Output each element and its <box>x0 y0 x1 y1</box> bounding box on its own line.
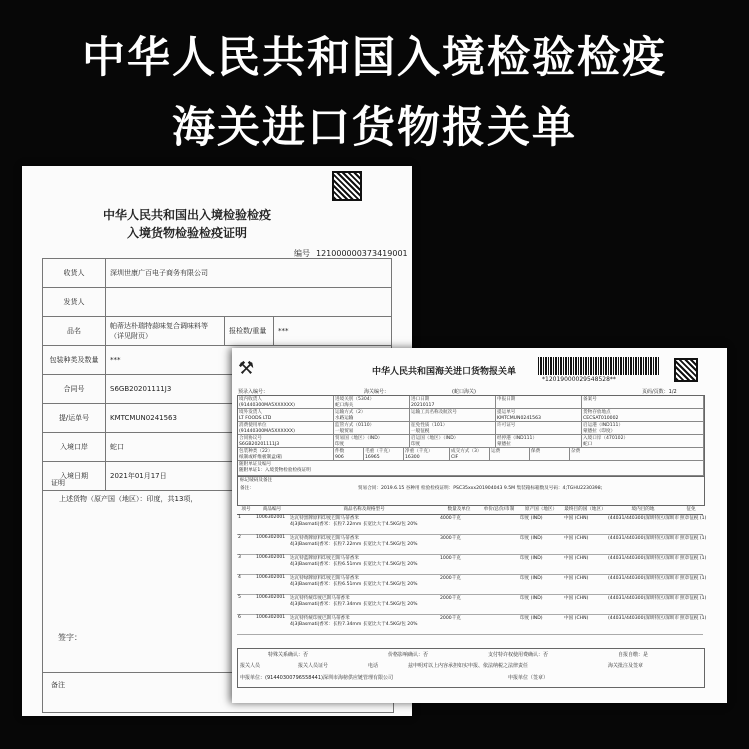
certificate-number: 编号 121000000373419001 <box>294 249 408 258</box>
goods-cell: 印度 (IND) <box>519 595 563 615</box>
declaration-field <box>450 448 490 461</box>
goods-cell: 照章征税 (1) <box>679 615 703 635</box>
goods-cell <box>479 615 519 635</box>
goods-cell: (44031/440300)深圳特区/深圳市 <box>607 535 679 555</box>
field-label: 毛重（千克） <box>365 449 393 454</box>
field-label: 境内收货人 <box>239 397 262 402</box>
customs-no-label: 海关编号： <box>364 389 390 395</box>
goods-cell: 2000千克 <box>439 575 479 595</box>
field-value: 蛇口海关 <box>335 402 354 408</box>
row-value: 蛇口 <box>106 433 392 462</box>
goods-cell: 中国 (CHN) <box>563 535 607 555</box>
row-value-2: *** <box>274 317 392 346</box>
row-value: S6GB20201111J3 <box>106 375 392 404</box>
goods-cell: 1006302001 <box>255 555 289 575</box>
goods-header: 原产国（地区） <box>519 506 563 515</box>
row-label: 合同号 <box>43 375 106 404</box>
declaration-field <box>404 448 450 461</box>
goods-cell: 达瓦特传统印度巴斯马蒂香米 4|3|Basmati|香米：长粒7.34mm 长宽比大于4.5KG/包 20% <box>289 595 439 615</box>
declaration-field <box>530 448 570 461</box>
port-value: (蛇口海关) <box>452 389 476 395</box>
field-value: CIF <box>451 454 459 460</box>
goods-cell: (44031/440300)深圳特区/深圳市 <box>607 615 679 635</box>
goods-header: 境内目的地 <box>607 506 679 515</box>
field-label: 备案号 <box>583 397 597 402</box>
field-value: 一般贸易 <box>335 428 354 434</box>
row-value <box>106 288 392 317</box>
row-label: 收货人 <box>43 259 106 288</box>
goods-cell: 3 <box>237 555 255 575</box>
marks-label: 标记唛码及备注 <box>240 478 273 483</box>
field-value: 906 <box>335 454 344 460</box>
field-label: 货物存放地点 <box>583 410 611 415</box>
goods-cell: (44031/440300)深圳特区/深圳市 <box>607 555 679 575</box>
barcode-number: *12019000029548528** <box>542 376 616 383</box>
row-label: 发货人 <box>43 288 106 317</box>
field-label: 贸易国（地区）（IND） <box>335 436 383 441</box>
field-label: 运费 <box>491 449 501 454</box>
preentry-label: 预录入编号： <box>238 389 269 395</box>
headline-line2: 海关进口货物报关单 <box>172 103 577 153</box>
field-label: 保费 <box>531 449 541 454</box>
declaration-field <box>334 409 410 422</box>
goods-cell: 照章征税 (1) <box>679 515 703 535</box>
goods-cell: 1006302001 <box>255 515 289 535</box>
proof-text: 上述货物（原产国（地区）：印度，共13项， <box>59 495 198 503</box>
declaration-field <box>410 422 496 435</box>
goods-cell: 印度 (IND) <box>519 535 563 555</box>
goods-cell: 1006302001 <box>255 535 289 555</box>
goods-cell: 2000千克 <box>439 595 479 615</box>
barcode-icon <box>538 357 660 375</box>
declaration-field <box>496 422 582 435</box>
goods-cell <box>479 535 519 555</box>
field-value: LT FOODS LTD <box>239 415 272 421</box>
field-label: 运输方式（2） <box>335 410 366 415</box>
field-value: 印度 <box>335 441 345 447</box>
field-label: 进口日期 <box>411 397 430 402</box>
customs-remark-label: 海关批注及签章 <box>608 663 644 669</box>
declare-seal-label: 申报单位（签章） <box>508 675 549 681</box>
field-label: 进境关别（5304） <box>335 397 375 402</box>
goods-cell: 达瓦特绿牌原料印度巴斯马蒂香米 4|3|Basmati|香米：长粒6.51mm 长宽比大于4.5KG/包 20% <box>289 575 439 595</box>
certificate-title-1: 中华人民共和国出入境检验检疫 <box>102 208 271 222</box>
customs-declaration <box>232 348 727 703</box>
declaration-field <box>238 422 334 435</box>
goods-row <box>237 535 703 555</box>
field-label: 净重（千克） <box>405 449 433 454</box>
field-value: CECSAT010002 <box>583 415 619 421</box>
goods-cell: 4 <box>237 575 255 595</box>
declaration-title: 中华人民共和国海关进口货物报关单 <box>372 367 517 377</box>
field-value: 16300 <box>405 454 420 460</box>
goods-header: 数量及单位 <box>439 506 479 515</box>
declaration-field <box>334 422 410 435</box>
field-value: 20210117 <box>411 402 435 408</box>
row-label-2: 报检数/重量 <box>225 317 274 346</box>
goods-cell: 照章征税 (1) <box>679 535 703 555</box>
field-value: 蒙德拉 <box>497 441 511 447</box>
field-value: S6GB20201111J3 <box>239 441 280 447</box>
field-label: 经停港（IND111） <box>497 436 538 441</box>
row-label: 品名 <box>43 317 106 346</box>
remark-text: 贸易合同：2019.6.15 谷种用 检验检疫证明：PSC35xxx201904043 9.5M 集装箱标箱数及号码：4;TGHU2230398; <box>358 486 603 491</box>
page-label: 页码/页数：1/2 <box>642 389 677 395</box>
goods-header: 商品编号 <box>255 506 289 515</box>
field-label: 运输工具名称及航次号 <box>411 410 457 415</box>
declare-unit: 申报单位：(91440300796558441)深圳市海榜供应链管理有限公司 <box>240 675 393 681</box>
field-label: 启运港（IND111） <box>583 423 624 428</box>
declaration-field <box>496 435 582 448</box>
goods-cell: 2000千克 <box>439 615 479 635</box>
declaration-field <box>410 409 496 422</box>
field-label: 消费使用单位 <box>239 423 267 428</box>
declaration-field <box>238 396 334 409</box>
declaration-field <box>334 435 410 448</box>
confirm-self: 自报自缴：是 <box>618 652 649 658</box>
field-label: 征免性质（101） <box>411 423 448 428</box>
declaration-grid <box>237 395 705 477</box>
confirm-royalty: 支付特许权使用费确认：否 <box>488 652 549 658</box>
goods-row <box>237 615 703 635</box>
row-value: KMTCMUN0241563 <box>106 404 392 433</box>
goods-cell: 5 <box>237 595 255 615</box>
field-label: 件数 <box>335 449 345 454</box>
row-value: 2021年01月17日 <box>106 462 392 491</box>
field-value: 16965 <box>365 454 380 460</box>
goods-cell: 达瓦特黄牌原料印度巴斯马蒂香米 4|3|Basmati|香米：长粒7.22mm 长宽比大于4.5KG/包 20% <box>289 535 439 555</box>
declaration-field <box>364 448 404 461</box>
row-label: 提/运单号 <box>43 404 106 433</box>
field-label: 提运单号 <box>497 410 516 415</box>
docs-field <box>238 461 704 476</box>
goods-cell: 6 <box>237 615 255 635</box>
goods-cell: 达瓦特黑牌原料印度巴斯马蒂香米 4|3|Basmati|香米：长粒7.22mm 长宽比大于4.5KG/包 20% <box>289 515 439 535</box>
customs-emblem-icon: ⚒ <box>238 358 255 379</box>
declaration-field <box>582 435 704 448</box>
goods-cell <box>479 515 519 535</box>
field-value: (91440300MA5XXXXXX) <box>239 428 295 434</box>
field-value: (91440300MA5XXXXXX) <box>239 402 295 408</box>
remark-prefix: 备注： <box>240 486 254 491</box>
declaration-field <box>582 422 704 435</box>
goods-cell <box>479 595 519 615</box>
goods-cell: 1006302001 <box>255 575 289 595</box>
goods-cell: (44031/440300)深圳特区/深圳市 <box>607 595 679 615</box>
declaration-field <box>334 396 410 409</box>
goods-cell: 1006302001 <box>255 595 289 615</box>
declaration-field <box>238 409 334 422</box>
docs-label: 随附单证及编号 <box>239 462 272 467</box>
goods-cell: 照章征税 (1) <box>679 555 703 575</box>
statement: 兹申明对以上内容承担如实申报、依法纳税之法律责任 <box>408 663 529 669</box>
goods-cell: 1006302001 <box>255 615 289 635</box>
goods-cell: 1 <box>237 515 255 535</box>
row-value: 深圳世康广百电子商务有限公司 <box>106 259 392 288</box>
sign-label: 签字： <box>58 633 82 642</box>
field-label: 入境口岸（470102） <box>583 436 629 441</box>
goods-row <box>237 595 703 615</box>
goods-cell: 3000千克 <box>439 535 479 555</box>
goods-cell <box>479 555 519 575</box>
declarant-label: 报关人员 <box>240 663 261 669</box>
field-label: 启运国（地区）（IND） <box>411 436 459 441</box>
row-value: *** <box>106 346 392 375</box>
goods-header: 征免 <box>679 506 703 515</box>
goods-header: 最终目的国（地区） <box>563 506 607 515</box>
goods-cell: 中国 (CHN) <box>563 615 607 635</box>
field-value: 水路运输 <box>335 415 354 421</box>
declaration-field <box>582 409 704 422</box>
field-label: 境外发货人 <box>239 410 262 415</box>
goods-cell: 4000千克 <box>439 515 479 535</box>
goods-row <box>237 515 703 535</box>
field-value: 印度 <box>411 441 421 447</box>
field-label: 申报日期 <box>497 397 516 402</box>
goods-row <box>237 555 703 575</box>
declaration-field <box>334 448 364 461</box>
field-label: 合同协议号 <box>239 436 262 441</box>
declaration-field <box>582 396 704 409</box>
goods-cell: 中国 (CHN) <box>563 515 607 535</box>
certificate-title-2: 入境货物检验检疫证明 <box>126 226 247 240</box>
row-label: 入境日期 <box>43 462 106 491</box>
goods-cell <box>479 575 519 595</box>
goods-cell: 1000千克 <box>439 555 479 575</box>
declaration-field <box>496 396 582 409</box>
field-value: 蒙德拉（印度） <box>583 428 616 434</box>
declaration-field <box>570 448 704 461</box>
confirm-price: 价格影响确认：否 <box>388 652 429 658</box>
qr-code-icon <box>674 358 698 382</box>
field-label: 成交方式（3） <box>451 449 482 454</box>
goods-header: 项号 <box>237 506 255 515</box>
goods-cell: 印度 (IND) <box>519 575 563 595</box>
goods-cell: 照章征税 (1) <box>679 595 703 615</box>
goods-cell: 中国 (CHN) <box>563 555 607 575</box>
declaration-field <box>490 448 530 461</box>
goods-header: 商品名称及规格型号 <box>289 506 439 515</box>
goods-cell: 2 <box>237 535 255 555</box>
goods-cell: 达瓦特传统印度巴斯马蒂香米 4|3|Basmati|香米：长粒7.34mm 长宽比大于4.5KG/包 20% <box>289 615 439 635</box>
headline-line1: 中华人民共和国入境检验检疫 <box>82 33 667 83</box>
confirm-special: 特殊关系确认：否 <box>268 652 309 658</box>
goods-cell: (44031/440300)深圳特区/深圳市 <box>607 575 679 595</box>
declaration-field <box>238 435 334 448</box>
phone-label: 电话 <box>368 663 379 669</box>
qr-code-icon <box>332 171 362 201</box>
marks-section <box>237 475 705 506</box>
goods-cell: 印度 (IND) <box>519 515 563 535</box>
declaration-field <box>410 396 496 409</box>
proof-label: 证明 <box>51 479 65 487</box>
row-label: 包装种类及数量 <box>43 346 106 375</box>
declarant-cert-label: 报关人员证号 <box>298 663 329 669</box>
field-label: 杂费 <box>571 449 581 454</box>
goods-cell: 印度 (IND) <box>519 555 563 575</box>
declaration-field <box>238 448 334 461</box>
field-value: KMTCMUN0241563 <box>497 415 541 421</box>
goods-cell: 达瓦特蓝牌原料印度巴斯马蒂香米 4|3|Basmati|香米：长粒6.51mm 长宽比大于4.5KG/包 20% <box>289 555 439 575</box>
row-value: 帕蒂达朴瑞特蒜味复合调味料等（详见附页） <box>106 317 225 346</box>
goods-cell: 中国 (CHN) <box>563 575 607 595</box>
field-label: 监管方式（0110） <box>335 423 375 428</box>
field-label: 许可证号 <box>497 423 516 428</box>
field-label: 包装种类（22） <box>239 449 273 454</box>
goods-header: 单价/总价/币制 <box>479 506 519 515</box>
goods-cell: 印度 (IND) <box>519 615 563 635</box>
goods-row <box>237 575 703 595</box>
row-label: 入境口岸 <box>43 433 106 462</box>
goods-cell: 照章征税 (1) <box>679 575 703 595</box>
declaration-footer <box>237 648 705 688</box>
goods-cell: (44031/440300)深圳特区/深圳市 <box>607 515 679 535</box>
declaration-field <box>410 435 496 448</box>
field-value: 蛇口 <box>583 441 593 447</box>
remark-label: 备注 <box>51 681 65 689</box>
field-value: 纸制或纤维板制盒/箱 <box>239 454 282 460</box>
goods-table <box>237 505 707 635</box>
goods-cell: 中国 (CHN) <box>563 595 607 615</box>
declaration-field <box>496 409 582 422</box>
docs-value: 随附单证1：入境货物检验检疫证明 <box>239 467 311 473</box>
field-value: 一般征税 <box>411 428 430 434</box>
